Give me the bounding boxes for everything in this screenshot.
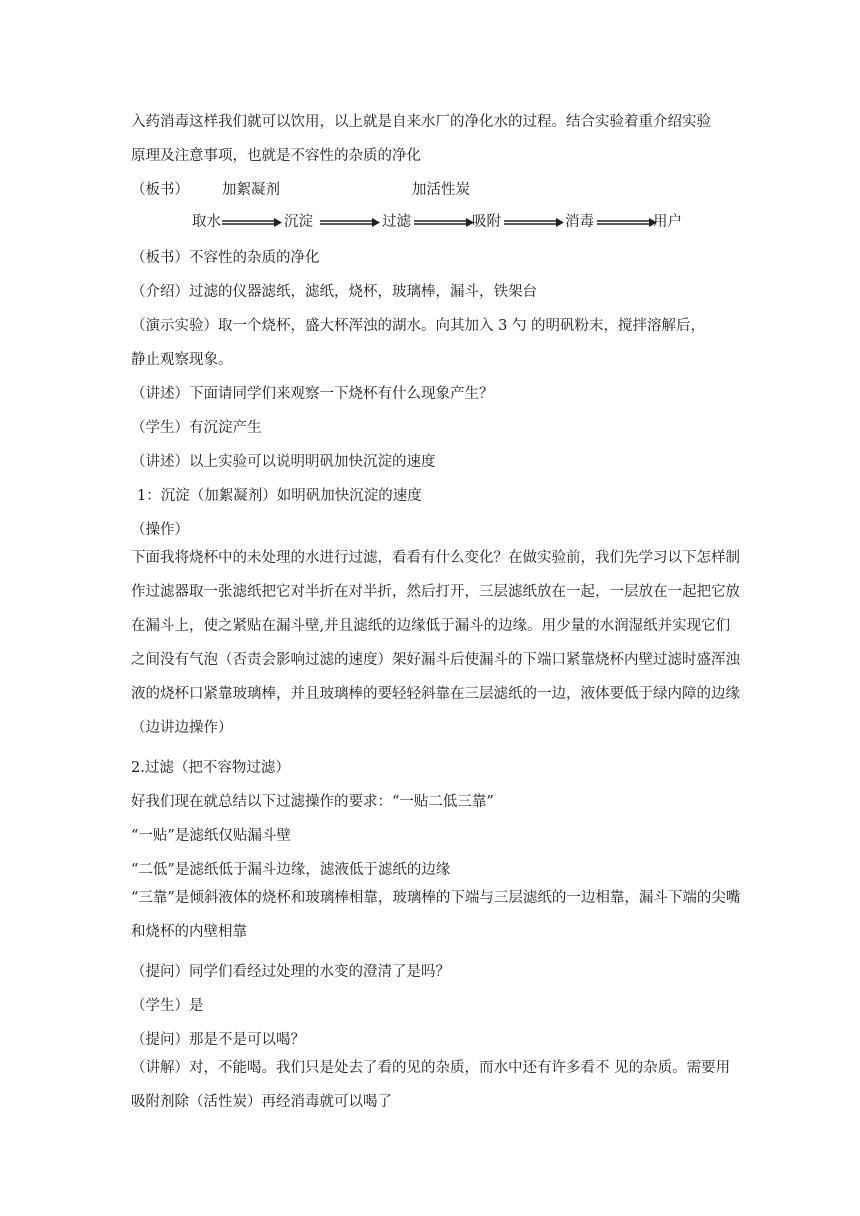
- text-line: （操作）: [131, 522, 189, 538]
- flocculant-annotation: 加絮凝剂: [222, 182, 280, 198]
- text-line: 入药消毒这样我们就可以饮用，以上就是自来水厂的净化水的过程。结合实验着重介绍实验: [131, 114, 711, 130]
- paragraph: 下面我将烧杯中的未处理的水进行过滤，看看有什么变化？在做实验前，我们先学习以下怎样制作过滤器取一张滤纸把它对半折在对半折，然后打开，三层滤纸放在一起，一层放在一起把它放在漏斗上，使之紧贴在漏斗壁,并且滤纸的边缘低于漏斗的边缘。用少量的水润湿纸并实现它们之间没有气泡（否责会影响过滤的速度）架好漏斗后使漏斗的下端口紧靠烧杯内壁过滤时盛浑浊液的烧杯口紧靠玻璃棒，并且玻璃棒的要轻轻斜靠在三层滤纸的一边，液体要低于绿内障的边缘（边讲边操作）: [131, 550, 740, 736]
- activated-carbon-annotation: 加活性炭: [412, 182, 470, 198]
- text-line: （提问）同学们看经过处理的水变的澄清了是吗？: [131, 964, 450, 980]
- text-line: “二低”是滤纸低于漏斗边缘，滤液低于滤纸的边缘: [131, 862, 451, 878]
- text-line: （讲述）下面请同学们来观察一下烧杯有什么现象产生？: [131, 386, 494, 402]
- flow-step-intake: 取水: [192, 214, 221, 230]
- text-line: （提问）那是不是可以喝？: [131, 1032, 305, 1048]
- paragraph: （讲解）对，不能喝。我们只是处去了看的见的杂质，而水中还有许多看不 见的杂质。需要用吸附剂除（活性炭）再经消毒就可以喝了: [131, 1060, 731, 1110]
- text-line: 2.过滤（把不容物过滤）: [131, 760, 290, 776]
- text-line: “一贴”是滤纸仅贴漏斗壁: [131, 828, 291, 844]
- text-line: （学生）是: [131, 998, 204, 1014]
- paragraph: “三靠”是倾斜液体的烧杯和玻璃棒相靠，玻璃棒的下端与三层滤纸的一边相靠，漏斗下端的尖嘴和烧杯的内壁相靠: [131, 890, 741, 940]
- flow-step-sediment: 沉淀: [284, 214, 313, 230]
- flow-step-disinfect: 消毒: [565, 214, 594, 230]
- flow-step-user: 用户: [653, 214, 682, 230]
- text-line: 1：沉淀（加絮凝剂）如明矾加快沉淀的速度: [137, 488, 422, 504]
- text-line: （介绍）过滤的仪器滤纸，滤纸，烧杯，玻璃棒，漏斗，铁架台: [131, 284, 537, 300]
- text-line: 静止观察现象。: [131, 352, 233, 368]
- text-line: （学生）有沉淀产生: [131, 420, 262, 436]
- arrow-icon: [320, 217, 380, 229]
- text-line: 好我们现在就总结以下过滤操作的要求：“一贴二低三靠”: [131, 794, 494, 810]
- text-line: （讲述）以上实验可以说明明矾加快沉淀的速度: [131, 454, 436, 470]
- text-line: （板书）不容性的杂质的净化: [131, 250, 320, 266]
- flow-step-filter: 过滤: [382, 214, 411, 230]
- text-line: （演示实验）取一个烧杯，盛大杯浑浊的湖水。向其加入 3 勺 的明矾粉末，搅拌溶解后，: [131, 318, 706, 334]
- process-flow: [131, 208, 731, 236]
- flow-step-adsorb: 吸附: [472, 214, 501, 230]
- arrow-icon: [222, 217, 282, 229]
- arrow-icon: [504, 217, 564, 229]
- text-line: 原理及注意事项，也就是不容性的杂质的净化: [131, 148, 421, 164]
- board-label: （板书）: [131, 182, 189, 198]
- arrow-icon: [414, 217, 474, 229]
- arrow-icon: [597, 217, 657, 229]
